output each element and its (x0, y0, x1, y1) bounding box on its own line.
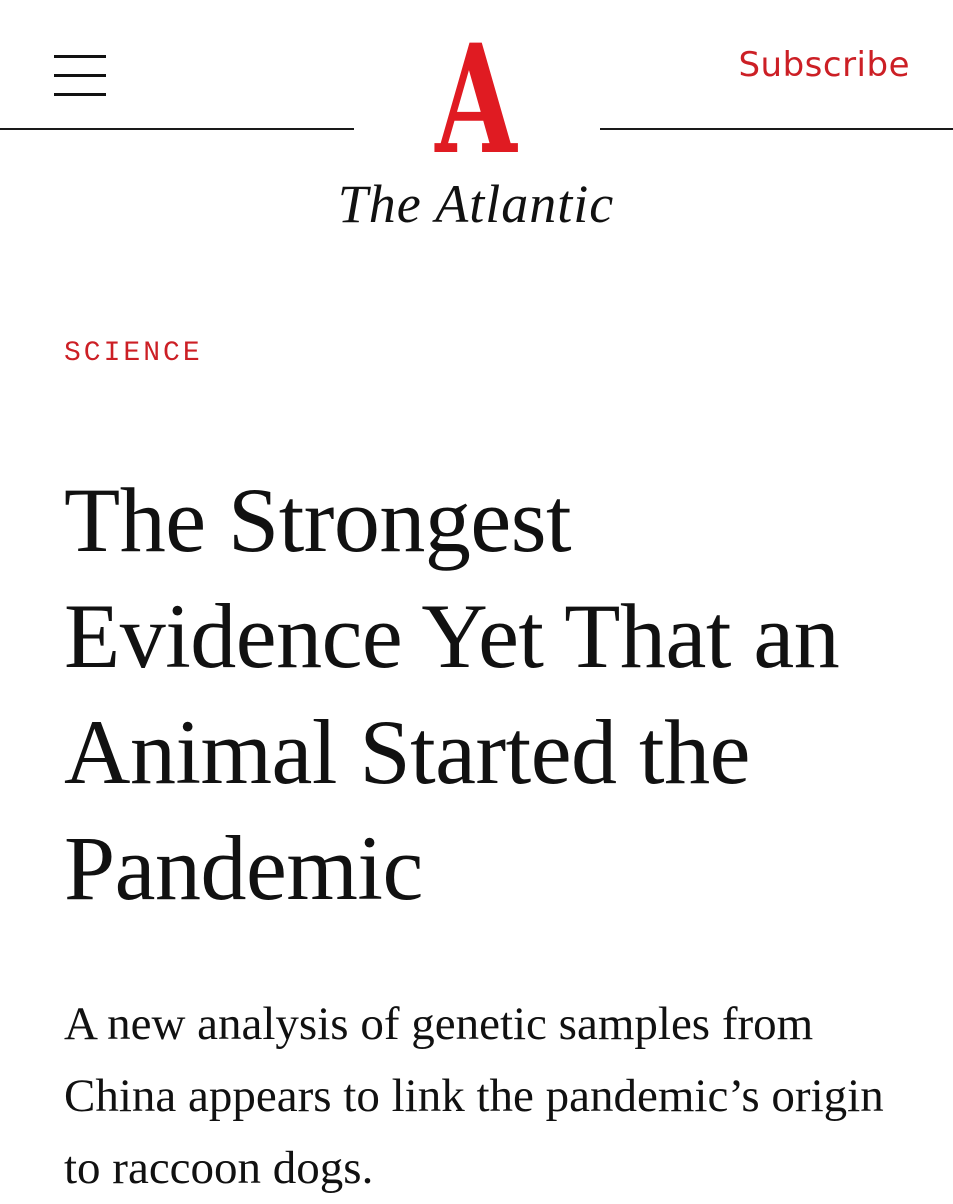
menu-bar-middle (54, 74, 106, 77)
site-header (0, 0, 953, 260)
header-divider-right (600, 128, 953, 130)
atlantic-logo-mark[interactable]: A (435, 12, 517, 188)
article-headline: The Strongest Evidence Yet That an Animal Started the Pandemic (64, 469, 840, 919)
menu-bar-top (54, 55, 106, 58)
hamburger-menu-icon[interactable] (48, 50, 112, 102)
article-header (64, 330, 924, 1204)
section-label[interactable]: SCIENCE (64, 338, 203, 369)
subscribe-link[interactable]: Subscribe (738, 45, 910, 85)
header-divider-left (0, 128, 354, 130)
article-dek: A new analysis of genetic samples from China appears to link the pandemic’s origin to raccoon dogs. (64, 998, 884, 1194)
atlantic-wordmark[interactable]: The Atlantic (337, 174, 615, 234)
menu-bar-bottom (54, 93, 106, 96)
